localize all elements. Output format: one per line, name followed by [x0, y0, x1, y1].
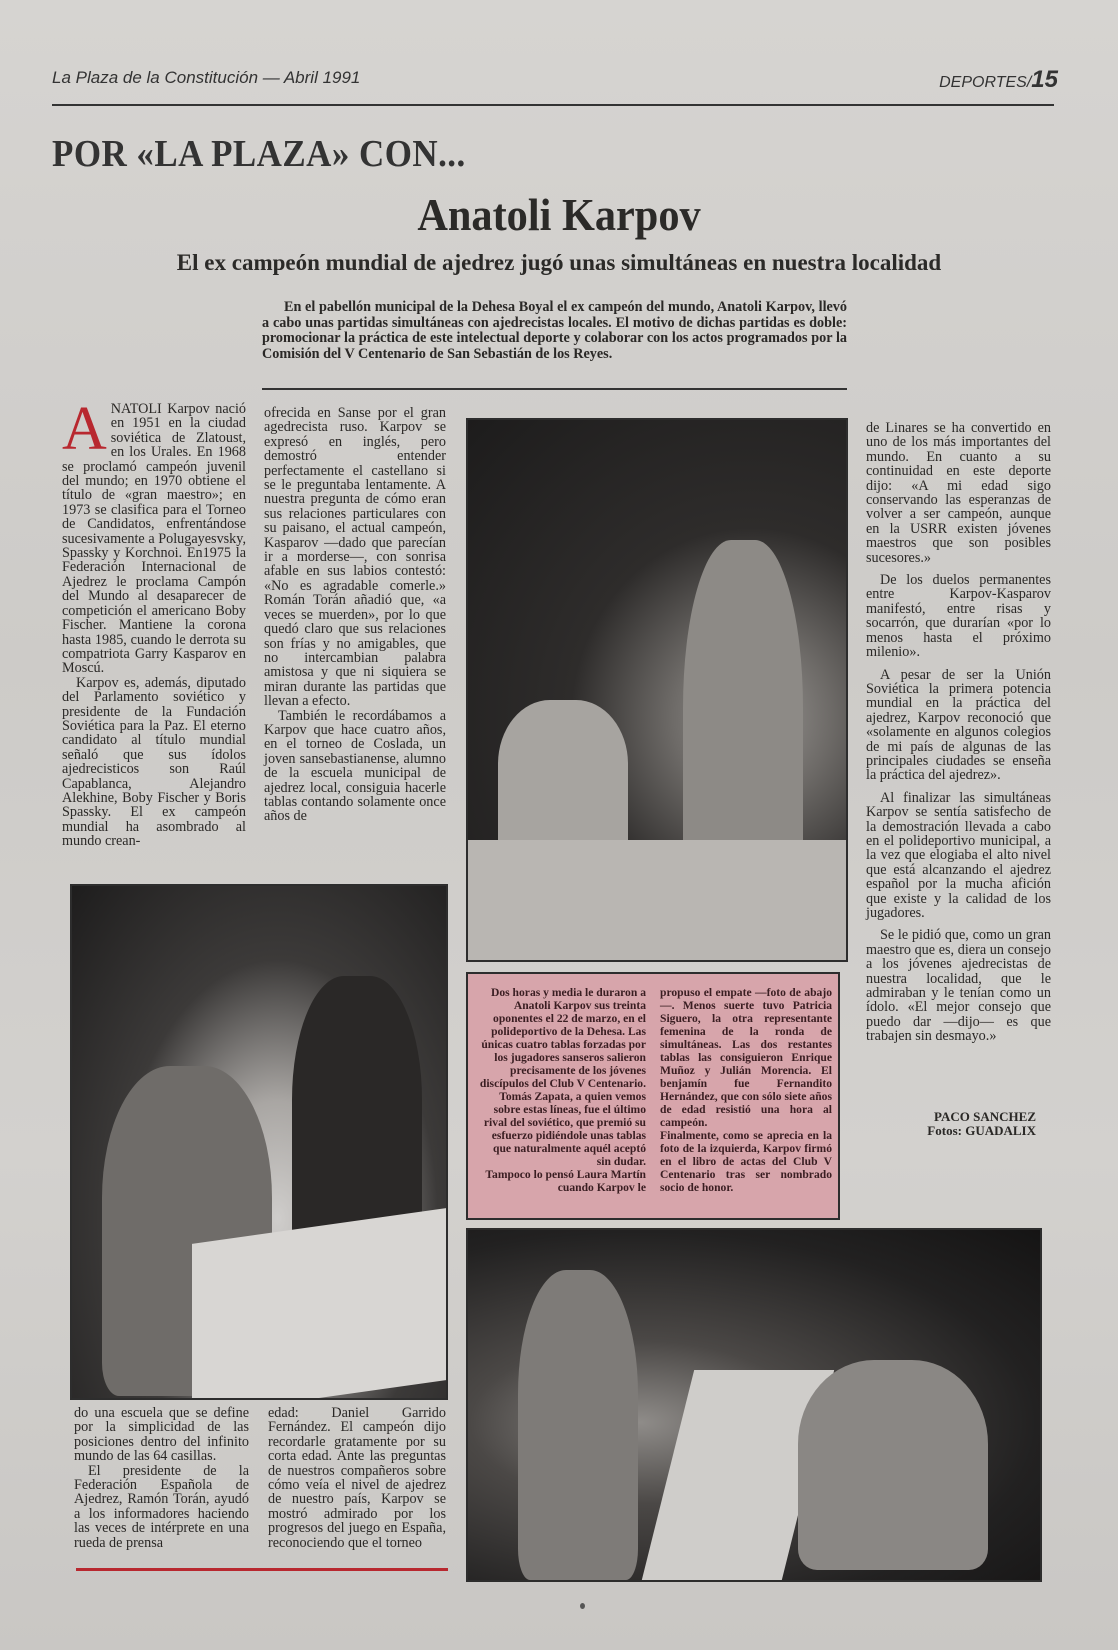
- article-lede: En el pabellón municipal de la Dehesa Boyal el ex campeón del mundo, Anatoli Karpov, llevó a cabo unas partidas simultáneas con ajedrecistas locales. El motivo de dichas partidas es doble: promocionar la práctica de este intelectual deporte y colaborar con los actos programados por la Comisión del V Centenario de San Sebastián de los Reyes.: [262, 299, 847, 362]
- caption-paragraph: Dos horas y media le duraron a Anatoli Karpov sus treinta oponentes el 22 de marzo, en el polideportivo de la Dehesa. Las únicas cuatro tablas forzadas por los jugadores sanseros salieron precisamente de los jóvenes discípulos del Club V Centenario.: [479, 986, 646, 1090]
- photo-players: [798, 1360, 988, 1570]
- col1-paragraph: NATOLI Karpov nació en 1951 en la ciudad soviética de Zlatoust, en los Urales. En 1968 se proclamó campeón juvenil del mundo; en 1970 obtiene el título de «gran maestro»; en 1973 se clasifica para el Torneo de Candidatos, enfrentándose sucesivamente a Polugayesvsky, Spassky y Korchnoi. En1975 la Federación Internacional de Ajedrez le proclama Campón del Mundo al desaparecer de competición el americano Boby Fischer. Mantiene la corona hasta 1985, cuando le derrota su compatriota Garry Kasparov en Moscú.: [62, 401, 246, 677]
- col4-paragraph: do una escuela que se define por la simplicidad de las posiciones dentro del infinito mundo de las 64 casillas.: [74, 1405, 249, 1465]
- column-3: [866, 421, 1051, 1044]
- paper-mark: [580, 1603, 585, 1609]
- caption-paragraph: Tomás Zapata, a quien vemos sobre estas líneas, fue el último rival del soviético, que premió su esfuerzo pidiéndole unas tablas que naturalmente aquél aceptó sin dudar.: [483, 1090, 646, 1168]
- photo-table: [468, 840, 846, 960]
- caption-paragraph: Tampoco lo pensó Laura Martín cuando Karpov le: [485, 1168, 646, 1194]
- header-rule: [52, 104, 1054, 106]
- byline-author: PACO SANCHEZ: [934, 1109, 1036, 1124]
- col3-paragraph: A pesar de ser la Unión Soviética la primera potencia mundial en la práctica del ajedrez, Karpov reconoció que «solamente en algunos colegios de mi país de algunas de las principales ciudades se enseña la práctica del ajedrez».: [866, 666, 1051, 784]
- photo-karpov-playing-child: [466, 418, 848, 962]
- article-title: Anatoli Karpov: [417, 189, 701, 240]
- col5-paragraph: edad: Daniel Garrido Fernández. El campeón dijo recordarle gratamente por su corta edad. Ante las preguntas de nuestros compañeros sobre cómo veía el nivel de ajedrez de nuestro país, Karpov se mostró admirado por los progresos del juego en España, reconociendo que el torneo: [268, 1405, 446, 1551]
- caption-paragraph: Finalmente, como se aprecia en la foto de la izquierda, Karpov firmó en el libro de actas del Club V Centenario tras ser nombrado socio de honor.: [660, 1129, 832, 1194]
- caption-right-column: [660, 986, 832, 1194]
- kicker-headline: POR «LA PLAZA» CON...: [52, 133, 466, 175]
- caption-paragraph: propuso el empate —foto de abajo—. Menos suerte tuvo Patricia Siguero, la otra representante femenina de la ronda de simultáneas. Las dos restantes tablas las consiguieron Enrique Muñoz y Julián Morencia. El benjamín fue Fernandito Hernández, que con sólo siete años de edad resistió una hora al campeón.: [660, 986, 832, 1129]
- section-name: DEPORTES/: [939, 74, 1032, 91]
- column-2: [264, 406, 446, 824]
- page-number: 15: [1031, 66, 1058, 93]
- col3-paragraph: de Linares se ha convertido en uno de los más importantes del mundo. En cuanto a su continuidad en este deporte dijo: «A mi edad sigo conservando las esperanzas de volver a ser campeón, aunque en la USRR existen jóvenes maestros que son posibles sucesores.»: [866, 420, 1051, 566]
- col4-paragraph: El presidente de la Federación Española de Ajedrez, Ramón Torán, ayudó a los informadores haciendo las veces de intérprete en una rueda de prensa: [74, 1462, 249, 1551]
- col2-paragraph: También le recordábamos a Karpov que hace cuatro años, en el torneo de Coslada, un joven sansebastianense, alumno de la escuela municipal de ajedrez local, consiguia hacerle tablas contando solamente once años de: [264, 707, 446, 825]
- col3-paragraph: Al finalizar las simultáneas Karpov se sentía satisfecho de la demostración llevada a cabo en el polideportivo municipal, a la vez que elogiaba el alto nivel que está alcanzando el ajedrez español por la mucha afición que existe y la calidad de los jugadores.: [866, 789, 1051, 921]
- col1-paragraph: Karpov es, además, diputado del Parlamento soviético y presidente de la Fundación Soviética para la Paz. El eterno candidato al título mundial señaló que sus ídolos ajedrecisticos son Raúl Capablanca, Alejandro Alekhine, Boby Fischer y Boris Spassky. El ex campeón mundial ha asombrado al mundo crean-: [62, 674, 246, 850]
- drop-cap: A: [62, 395, 107, 463]
- photo-caption-box: [466, 972, 840, 1220]
- lede-rule: [262, 388, 847, 390]
- col2-paragraph: ofrecida en Sanse por el gran agedrecista ruso. Karpov se expresó en inglés, pero demostró entender perfectamente el castellano si se le preguntaba lentamente. A nuestra pregunta de cómo eran sus relaciones particulares con su paisano, el actual campeón, Kasparov —dado que parecían ir a morderse—, con sonrisa afable en sus labios contestó: «No es agradable comerle.» Román Torán añadió que, «a veces se muerden», por lo que quedó claro que sus relaciones son frías y no amigables, que no intercambian palabra amistosa y que ni siquiera se miran durante las partidas que llevan a efecto.: [264, 405, 446, 710]
- article-subtitle: El ex campeón mundial de ajedrez jugó unas simultáneas en nuestra localidad: [176, 250, 942, 275]
- section-header: [939, 66, 1058, 94]
- photo-figure-child: [498, 700, 628, 860]
- end-rule: [76, 1568, 448, 1571]
- publication-header: La Plaza de la Constitución — Abril 1991: [52, 68, 361, 87]
- column-4: [74, 1406, 249, 1550]
- column-1: [62, 395, 246, 850]
- photo-figure-karpov: [518, 1270, 638, 1580]
- byline: [927, 1110, 1036, 1138]
- photo-simultaneous-boards: [466, 1228, 1042, 1582]
- caption-left-column: [478, 986, 646, 1194]
- col3-paragraph: Se le pidió que, como un gran maestro que es, diera un consejo a los jóvenes ajedrecistas de nuestra localidad, que le admiraban y le tenían como un ídolo. «El mejor consejo que puedo dar —dijo— es que trabajen sin desmayo.»: [866, 927, 1051, 1045]
- byline-photos: Fotos: GUADALIX: [927, 1123, 1036, 1138]
- col3-paragraph: De los duelos permanentes entre Karpov-Kasparov manifestó, entre risas y socarrón, que durarían «por lo menos hasta el próximo milenio».: [866, 572, 1051, 661]
- column-5: [268, 1406, 446, 1550]
- photo-karpov-signing-book: [70, 884, 448, 1400]
